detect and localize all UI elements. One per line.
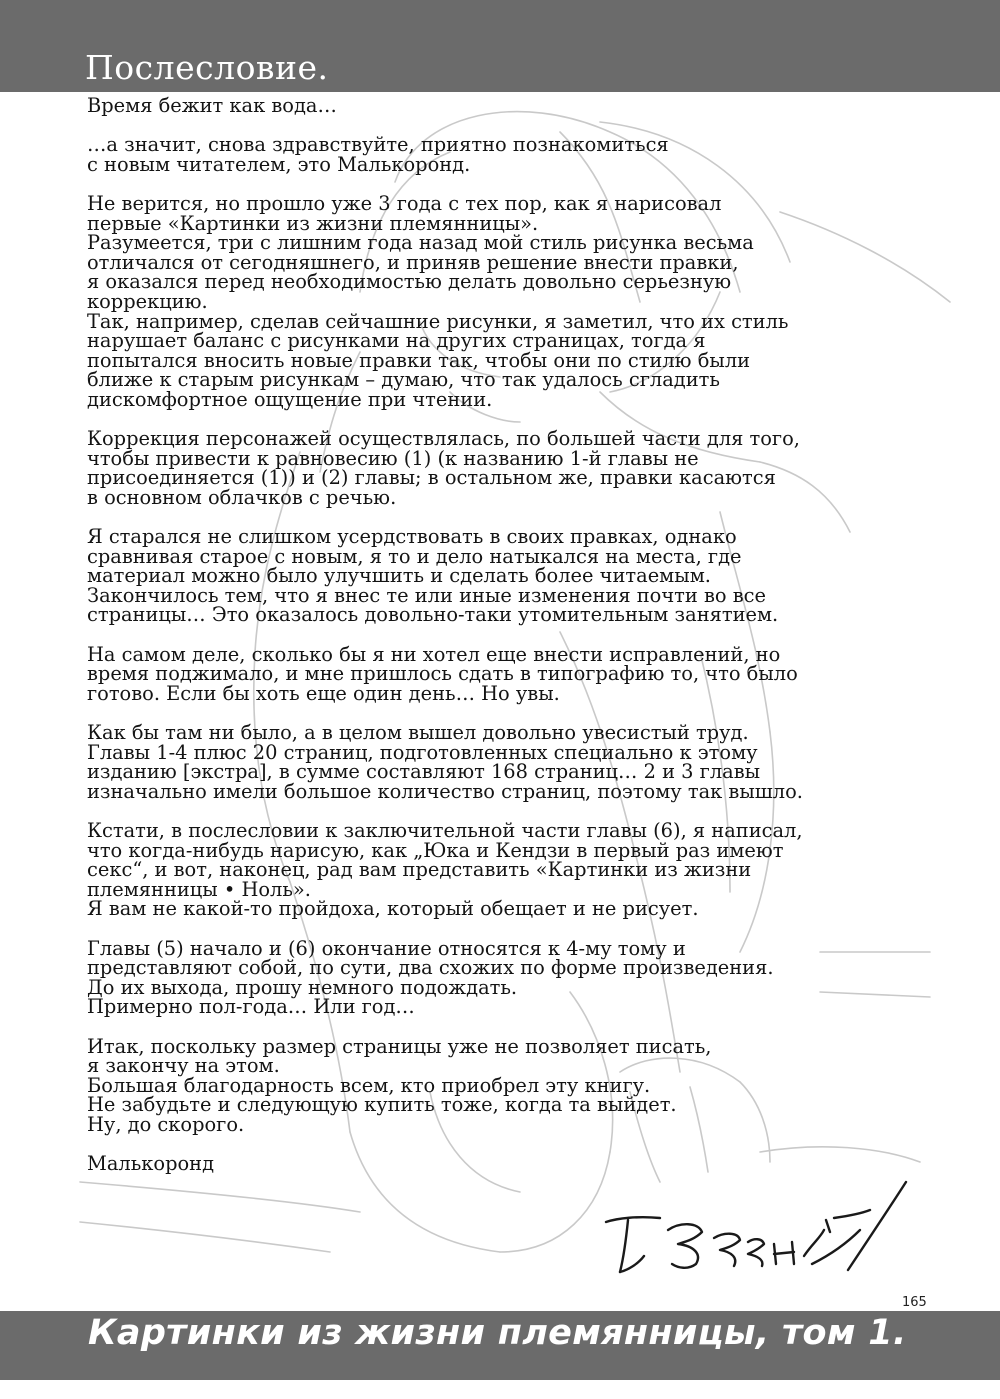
paragraph: …а значит, снова здравствуйте, приятно познакомиться с новым читателем, это Малькоронд. (87, 133, 669, 176)
paragraph: Не верится, но прошло уже 3 года с тех пор, как я нарисовал первые «Картинки из жизни племянницы». Разумеется, три с лишним года назад мой стиль рисунка весьма отличался от сегодняшнего, и приняв решение внести правки, я оказался перед необходимостью делать довольно серьезную коррекцию. Так, например, сделав сейчашние рисунки, я заметил, что их стиль нарушает баланс с рисунками на других страницах, тогда я попытался вносить новые правки так, чтобы они по стилю были ближе к старым рисункам – думаю, что так удалось сгладить дискомфортное ощущение при чтении. (87, 191, 789, 411)
paragraph: Главы (5) начало и (6) окончание относятся к 4-му тому и представляют собой, по сути, два схожих по форме произведения. До их выхода, прошу немного подождать. Примерно пол-года… Или год… (87, 936, 774, 1019)
afterword-body (87, 96, 887, 1193)
author-name: Малькоронд (87, 1152, 215, 1176)
paragraph: Кстати, в послесловии к заключительной части главы (6), я написал, что когда-нибудь нарисую, как „Юка и Кендзи в первый раз имеют секс“, и вот, наконец, рад вам представить «Картинки из жизни племянницы • Ноль». Я вам не какой-то пройдоха, который обещает и не рисует. (87, 818, 803, 921)
handwritten-signature (598, 1160, 918, 1290)
paragraph: Я старался не слишком усердствовать в своих правках, однако сравнивая старое с новым, я то и дело натыкался на места, где материал можно было улучшить и сделать более читаемым. Закончилось тем, что я внес те или иные изменения почти во все страницы… Это оказалось довольно-таки утомительным занятием. (87, 525, 779, 627)
book-title: Картинки из жизни племянницы, том 1. (88, 1313, 907, 1353)
paragraph: Коррекция персонажей осуществлялась, по большей части для того, чтобы привести к равновесию (1) (к названию 1-й главы не присоединяется (1)) и (2) главы; в остальном же, правки касаются в основном облачков с речью. (87, 427, 800, 509)
page-number: 165 (902, 1295, 927, 1310)
page-title: Послесловие. (85, 48, 329, 87)
paragraph: На самом деле, сколько бы я ни хотел еще внести исправлений, но время поджимало, и мне пришлось сдать в типографию то, что было готово. Если бы хоть еще один день… Но увы. (87, 642, 798, 705)
paragraph: Время бежит как вода… (87, 94, 337, 117)
paragraph: Как бы там ни было, а в целом вышел довольно увесистый труд. Главы 1-4 плюс 20 страниц, подготовленных специально к этому изданию [экстра], в сумме составляют 168 страниц… 2 и 3 главы изначально имели большое количество страниц, поэтому так вышло. (87, 721, 803, 803)
paragraph: Итак, поскольку размер страницы уже не позволяет писать, я закончу на этом. Большая благодарность всем, кто приобрел эту книгу. Не забудьте и следующую купить тоже, когда та выйдет. Ну, до скорого. (87, 1034, 712, 1136)
